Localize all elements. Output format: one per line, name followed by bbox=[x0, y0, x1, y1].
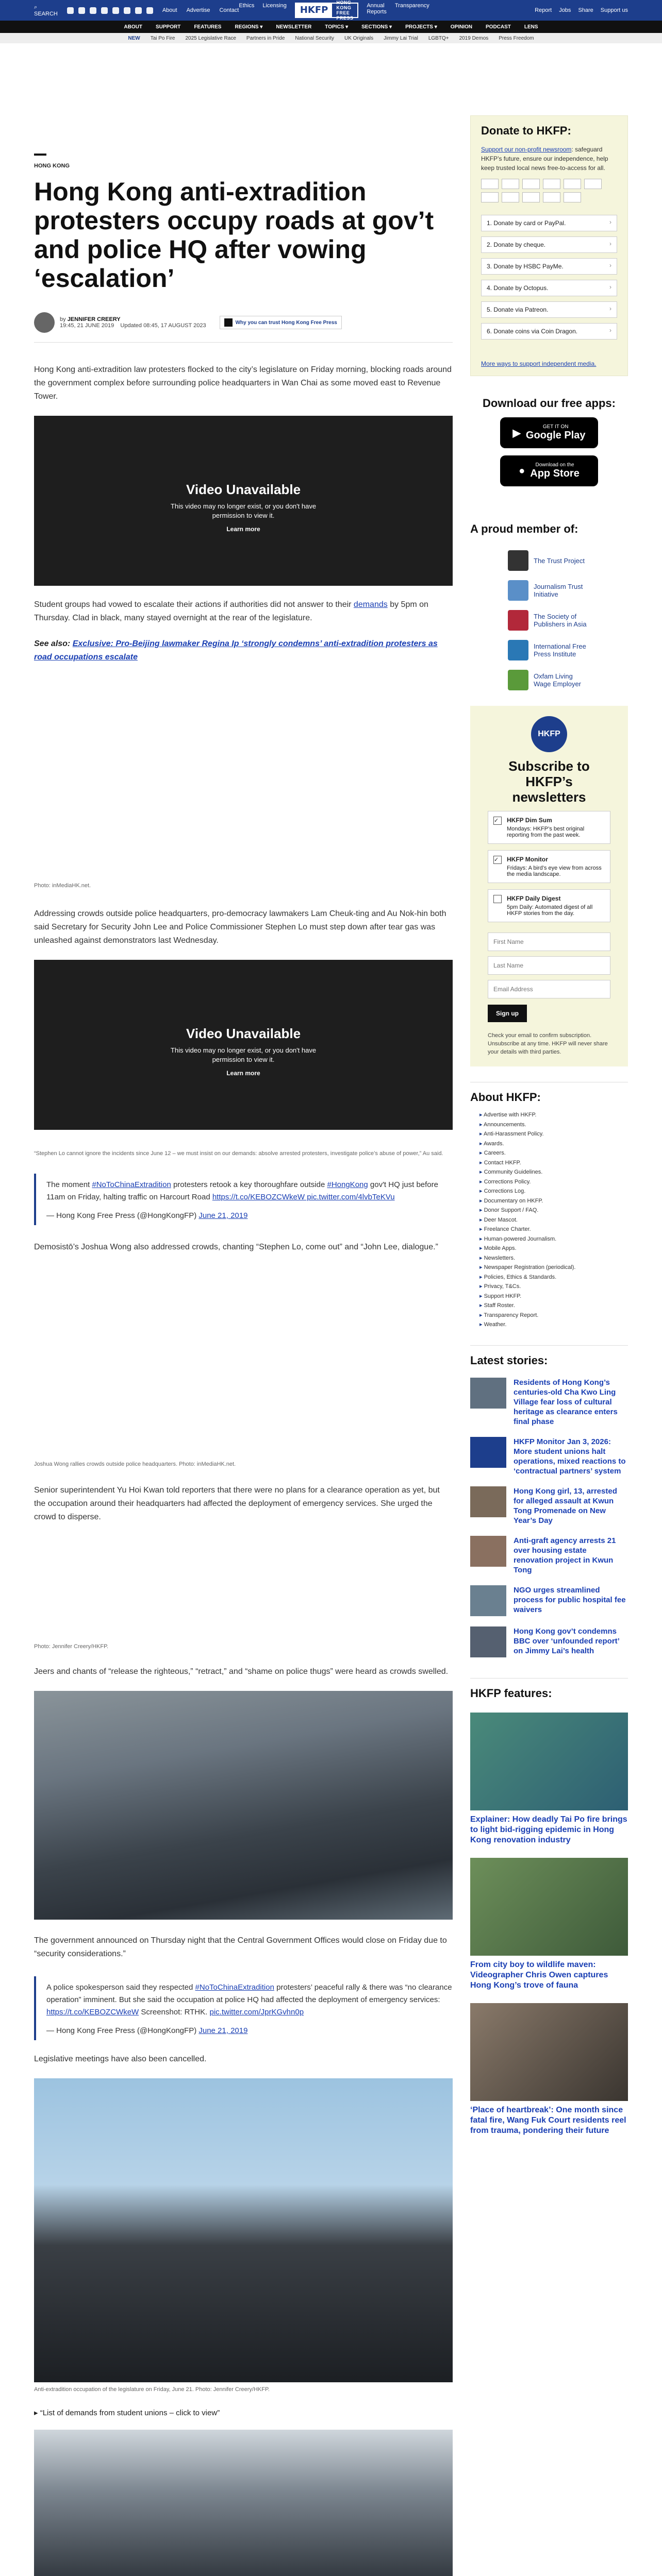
trust-badge-label: Why you can trust Hong Kong Free Press bbox=[235, 319, 337, 326]
facebook-icon[interactable] bbox=[78, 7, 85, 14]
kicker-rule bbox=[34, 154, 46, 156]
latest-story[interactable] bbox=[470, 1626, 628, 1657]
jti-icon bbox=[508, 580, 528, 601]
youtube-icon[interactable] bbox=[124, 7, 130, 14]
ipi-icon bbox=[508, 640, 528, 660]
app-store-button[interactable] bbox=[500, 455, 598, 486]
about-section bbox=[470, 1082, 628, 1330]
about-link[interactable]: ▸ Weather. bbox=[479, 1320, 628, 1330]
more-ways-link[interactable]: More ways to support independent media. bbox=[481, 360, 597, 367]
newsletter-name: HKFP Daily Digest bbox=[507, 895, 561, 902]
nav-projects[interactable]: PROJECTS ▾ bbox=[405, 24, 437, 30]
article-photo bbox=[34, 1266, 453, 1457]
top-bar bbox=[0, 0, 662, 21]
member-title: A proud member of: bbox=[470, 522, 578, 535]
hashtag-link[interactable]: #HongKong bbox=[327, 1180, 368, 1189]
photo-caption: Photo: Jennifer Creery/HKFP. bbox=[34, 1643, 109, 1650]
divider bbox=[34, 342, 453, 343]
newsletter-desc: 5pm Daily: Automated digest of all HKFP stories from the day. bbox=[507, 904, 593, 917]
donate-option[interactable]: 6. Donate coins via Coin Dragon. › bbox=[481, 323, 617, 340]
google-play-icon: ▶ bbox=[512, 427, 521, 439]
article-photo bbox=[34, 677, 453, 878]
sidebar bbox=[470, 43, 628, 2136]
video-message-2: permission to view it. bbox=[212, 512, 275, 519]
social-links bbox=[67, 7, 153, 14]
trending-item[interactable]: LGBTQ+ bbox=[428, 35, 449, 41]
demands-toggle[interactable]: ▸ “List of demands from student unions – click to view” bbox=[34, 2409, 220, 2417]
logo-text-line2: FREE PRESS bbox=[336, 10, 354, 21]
nav-topics[interactable]: TOPICS ▾ bbox=[325, 24, 349, 30]
about-link[interactable]: ▸ Anti-Harassment Policy. bbox=[479, 1129, 628, 1139]
email-field[interactable] bbox=[488, 980, 610, 998]
hashtag-link[interactable]: #NoToChinaExtradition bbox=[195, 1983, 274, 1992]
tweet-link[interactable]: https://t.co/KEBOZCWkeW bbox=[46, 2008, 139, 2016]
tweet-author: — Hong Kong Free Press (@HongKongFP) bbox=[46, 2026, 199, 2035]
video-message bbox=[34, 502, 453, 520]
newsletter-option[interactable] bbox=[488, 811, 610, 844]
member-name: International Free Press Institute bbox=[534, 642, 586, 658]
feature-title[interactable]: Explainer: How deadly Tai Po fire brings to light bid-rigging epidemic in Hong Kong renovation industry bbox=[470, 1815, 627, 1844]
trending-item[interactable]: Press Freedom bbox=[499, 35, 534, 41]
embedded-tweet[interactable] bbox=[34, 1174, 453, 1225]
donate-intro-text: : safeguard HKFP’s future, ensure our independence, help keep trusted local news free-to-access for all. bbox=[481, 146, 608, 172]
embedded-tweet[interactable] bbox=[34, 1976, 453, 2040]
trending-item[interactable]: National Security bbox=[295, 35, 334, 41]
trust-icon bbox=[224, 318, 233, 327]
about-list bbox=[470, 1110, 628, 1330]
about-link[interactable]: ▸ Privacy, T&Cs. bbox=[479, 1282, 628, 1292]
publish-date: 19:45, 21 JUNE 2019 bbox=[60, 323, 114, 329]
tweet-text: gov't HQ just before 11am on Friday, halting traffic on Harcourt Road bbox=[46, 1180, 438, 1201]
video-embed[interactable] bbox=[34, 960, 453, 1130]
see-also bbox=[34, 637, 453, 664]
feature-title[interactable]: ‘Place of heartbreak’: One month since fatal fire, Wang Fuk Court residents reel from trauma, pondering their future bbox=[470, 2105, 626, 2135]
tweet-text: protesters retook a key thoroughfare outside bbox=[171, 1180, 327, 1189]
trust-project-icon bbox=[508, 550, 528, 571]
payme-icon bbox=[502, 192, 519, 202]
top-link-ethics[interactable]: Ethics bbox=[239, 3, 255, 9]
about-link[interactable]: ▸ Policies, Ethics & Standards. bbox=[479, 1273, 628, 1282]
nav-sections[interactable]: SECTIONS ▾ bbox=[361, 24, 392, 30]
about-link[interactable]: ▸ Contact HKFP. bbox=[479, 1158, 628, 1168]
nav-regions[interactable]: REGIONS ▾ bbox=[235, 24, 263, 30]
top-bar-left bbox=[34, 4, 239, 17]
top-link-contact[interactable]: Contact bbox=[219, 7, 239, 13]
nav-lens[interactable]: LENS bbox=[524, 24, 538, 30]
newsletter-logo: HKFP bbox=[531, 716, 567, 752]
about-link[interactable]: ▸ Support HKFP. bbox=[479, 1292, 628, 1301]
latest-title: Latest stories: bbox=[470, 1345, 628, 1367]
article-photo bbox=[34, 2078, 453, 2382]
about-link[interactable]: ▸ Human-powered Journalism. bbox=[479, 1234, 628, 1244]
linkedin-icon[interactable] bbox=[112, 7, 119, 14]
about-link[interactable]: ▸ Freelance Charter. bbox=[479, 1225, 628, 1234]
first-name-field[interactable] bbox=[488, 933, 610, 951]
paragraph: Legislative meetings have also been cancelled. bbox=[34, 2055, 207, 2063]
see-also-label: See also: bbox=[34, 639, 71, 648]
article-photo bbox=[34, 2430, 453, 2576]
article-photo bbox=[34, 1536, 453, 1639]
paypal-icon bbox=[584, 179, 602, 189]
donate-option[interactable]: 2. Donate by cheque. › bbox=[481, 236, 617, 253]
tweet-source bbox=[46, 2025, 453, 2037]
trending-item[interactable]: Jimmy Lai Trial bbox=[384, 35, 418, 41]
newsletter-checkbox[interactable]: ✓ bbox=[493, 856, 502, 864]
tweet-text: protesters’ peaceful rally & there was “no clearance operation” imminent. But she said the occupation at police HQ had affected the deployment of emergency services: bbox=[46, 1983, 452, 2004]
apps-title: Download our free apps: bbox=[483, 397, 616, 410]
newsletter-option-text bbox=[507, 895, 605, 917]
top-link-transparency[interactable]: Transparency bbox=[394, 3, 429, 9]
story-thumbnail[interactable] bbox=[470, 1585, 506, 1616]
article-title: Hong Kong anti-extradition protesters occupy roads at gov’t and police HQ after vowing ‘escalation’ bbox=[34, 177, 434, 293]
latest-story[interactable] bbox=[470, 1437, 628, 1476]
newsletter-name: HKFP Dim Sum bbox=[507, 817, 552, 824]
cheque-icon bbox=[481, 192, 499, 202]
features-section bbox=[470, 1678, 628, 2136]
author-name[interactable]: JENNIFER CREERY bbox=[67, 316, 121, 323]
member-section bbox=[470, 522, 628, 690]
top-link-licensing[interactable]: Licensing bbox=[262, 3, 287, 9]
tweet-text: A police spokesperson said they respected bbox=[46, 1983, 195, 1992]
member-name: Oxfam Living Wage Employer bbox=[534, 672, 581, 688]
feature-image[interactable] bbox=[470, 1858, 628, 1956]
demands-link[interactable]: demands bbox=[353, 600, 388, 609]
signup-button[interactable]: Sign up bbox=[488, 1005, 527, 1022]
story-thumbnail[interactable] bbox=[470, 1378, 506, 1409]
feature-image[interactable] bbox=[470, 2003, 628, 2101]
amex-icon bbox=[522, 179, 540, 189]
paragraph: Jeers and chants of “release the righteous,” “retract,” and “shame on police thugs” were heard as crowds swelled. bbox=[34, 1667, 449, 1676]
latest-story[interactable] bbox=[470, 1585, 628, 1616]
video-message-2: permission to view it. bbox=[212, 1056, 275, 1063]
story-thumbnail[interactable] bbox=[470, 1626, 506, 1657]
tweet-source bbox=[46, 1210, 453, 1222]
visa-icon bbox=[481, 179, 499, 189]
about-link[interactable]: ▸ Corrections Policy. bbox=[479, 1177, 628, 1187]
threads-icon[interactable] bbox=[101, 7, 108, 14]
mail-icon[interactable] bbox=[135, 7, 142, 14]
newsletter-title: Subscribe to HKFP’s newsletters bbox=[508, 758, 590, 805]
latest-story[interactable] bbox=[470, 1536, 628, 1575]
instagram-icon[interactable] bbox=[90, 7, 96, 14]
patreon-icon bbox=[543, 192, 560, 202]
latest-story[interactable] bbox=[470, 1486, 628, 1526]
story-title[interactable]: Hong Kong girl, 13, arrested for alleged assault at Kwun Tong Promenade on New Year’s Day bbox=[514, 1486, 617, 1525]
story-thumbnail[interactable] bbox=[470, 1536, 506, 1567]
app-store-name: App Store bbox=[530, 468, 580, 479]
top-bar-right bbox=[429, 7, 628, 13]
google-play-small: GET IT ON bbox=[542, 424, 569, 430]
features-title: HKFP features: bbox=[470, 1678, 628, 1700]
article bbox=[34, 43, 453, 2576]
about-link[interactable]: ▸ Advertise with HKFP. bbox=[479, 1110, 628, 1120]
video-learn-more[interactable]: Learn more bbox=[226, 1070, 260, 1077]
coin-icon bbox=[564, 192, 581, 202]
site-logo[interactable] bbox=[295, 0, 359, 21]
jcb-icon bbox=[543, 179, 560, 189]
logo-text bbox=[332, 0, 357, 21]
newsletter-checkbox[interactable] bbox=[493, 895, 502, 903]
top-link-advertise[interactable]: Advertise bbox=[186, 7, 210, 13]
newsletter-option-text bbox=[507, 856, 605, 877]
nav-about[interactable]: ABOUT bbox=[124, 24, 142, 30]
trending-item[interactable]: 2025 Legislative Race bbox=[185, 35, 236, 41]
tweet-text: The moment bbox=[46, 1180, 92, 1189]
newsletter-box bbox=[470, 706, 628, 1066]
rss-icon[interactable] bbox=[146, 7, 153, 14]
paragraph: The government announced on Thursday night that the Central Government Offices would close on Friday due to “security considerations.” bbox=[34, 1936, 447, 1958]
article-photo bbox=[34, 1691, 453, 1920]
story-thumbnail[interactable] bbox=[470, 1486, 506, 1517]
sopa-icon bbox=[508, 610, 528, 631]
donate-intro bbox=[481, 145, 617, 173]
about-link[interactable]: ▸ Awards. bbox=[479, 1139, 628, 1149]
donate-intro-link[interactable]: Support our non-profit newsroom bbox=[481, 146, 572, 153]
about-link[interactable]: ▸ Mobile Apps. bbox=[479, 1244, 628, 1253]
feature-title[interactable]: From city boy to wildlife maven: Videographer Chris Owen captures Hong Kong’s trove of fauna bbox=[470, 1960, 608, 1990]
search-label: SEARCH bbox=[34, 10, 58, 17]
app-store-small: Download on the bbox=[535, 462, 574, 468]
trending-item[interactable]: UK Originals bbox=[344, 35, 374, 41]
top-link-report[interactable]: Report bbox=[535, 7, 552, 13]
logo-text-line1: HONG KONG bbox=[336, 0, 352, 10]
story-title[interactable]: NGO urges streamlined process for public hospital fee waivers bbox=[514, 1585, 626, 1614]
top-link-annual-reports[interactable]: Annual Reports bbox=[367, 3, 387, 15]
video-learn-more[interactable]: Learn more bbox=[226, 526, 260, 533]
search-button[interactable]: ⌕ SEARCH bbox=[34, 4, 58, 17]
photo-caption: Photo: inMediaHK.net. bbox=[34, 883, 91, 889]
trending-item[interactable]: Partners in Pride bbox=[246, 35, 285, 41]
google-play-button[interactable] bbox=[500, 417, 598, 448]
member-logo[interactable] bbox=[470, 610, 628, 631]
about-link[interactable]: ▸ Deer Mascot. bbox=[479, 1215, 628, 1225]
about-link[interactable]: ▸ Announcements. bbox=[479, 1120, 628, 1130]
nav-opinion[interactable]: OPINION bbox=[450, 24, 472, 30]
author-prefix: by bbox=[60, 316, 66, 323]
app-store-label bbox=[530, 462, 580, 480]
updated-date: Updated 08:45, 17 AUGUST 2023 bbox=[120, 323, 206, 329]
newsletter-name: HKFP Monitor bbox=[507, 856, 548, 863]
apps-section bbox=[470, 397, 628, 486]
member-logo[interactable] bbox=[470, 640, 628, 660]
newsletter-note: Check your email to confirm subscription. Unsubscribe at any time. HKFP will never share your details with third parties. bbox=[488, 1032, 608, 1055]
member-name: The Society of Publishers in Asia bbox=[534, 613, 587, 628]
tweet-date[interactable]: June 21, 2019 bbox=[198, 1211, 248, 1220]
byline bbox=[34, 312, 453, 333]
article-kicker[interactable]: HONG KONG bbox=[34, 163, 70, 169]
video-message-1: This video may no longer exist, or you don't have bbox=[170, 1046, 317, 1054]
story-title[interactable]: Residents of Hong Kong’s centuries-old Cha Kwo Ling Village fear loss of cultural heritage as clearance enters final phase bbox=[514, 1378, 618, 1426]
donate-option[interactable]: 4. Donate by Octopus. › bbox=[481, 280, 617, 296]
paragraph: Demosistō’s Joshua Wong also addressed crowds, chanting “Stephen Lo, come out” and “John Lee, dialogue.” bbox=[34, 1243, 438, 1251]
see-also-link[interactable]: Exclusive: Pro-Beijing lawmaker Regina Ip ‘strongly condemns’ anti-extradition protesters as road occupations escalate bbox=[34, 639, 438, 662]
member-logo[interactable] bbox=[470, 580, 628, 601]
latest-section bbox=[470, 1345, 628, 1657]
main-nav bbox=[0, 21, 662, 33]
photo-caption: Anti-extradition occupation of the legislature on Friday, June 21. Photo: Jennifer Creery/HKFP. bbox=[34, 2386, 270, 2393]
paragraph: Addressing crowds outside police headquarters, pro-democracy lawmakers Lam Cheuk-ting and Au Nok-hin both said Secretary for Security John Lee and Police Commissioner Stephen Lo must step down after tear gas was unleashed against demonstrators last Wednesday. bbox=[34, 909, 446, 945]
paragraph bbox=[34, 598, 453, 625]
tweet-link[interactable]: https://t.co/KEBOZCWkeW pic.twitter.com/4lvbTeKVu bbox=[212, 1193, 395, 1201]
newsletter-desc: Fridays: A bird’s eye view from across the media landscape. bbox=[507, 865, 602, 877]
member-logo[interactable] bbox=[470, 670, 628, 690]
photo-caption: Joshua Wong rallies crowds outside police headquarters. Photo: inMediaHK.net. bbox=[34, 1461, 236, 1467]
video-embed[interactable] bbox=[34, 416, 453, 586]
feature-image[interactable] bbox=[470, 1713, 628, 1810]
paragraph: Hong Kong anti-extradition law protesters flocked to the city’s legislature on Friday morning, blocking roads around the government complex before surrounding police headquarters in Wan Chai as some moved east to Revenue Tower. bbox=[34, 365, 452, 401]
trending-bar bbox=[0, 33, 662, 43]
about-link[interactable]: ▸ Community Guidelines. bbox=[479, 1167, 628, 1177]
donate-box bbox=[470, 115, 628, 376]
feature-card[interactable] bbox=[470, 1713, 628, 1845]
tweet-pic-link[interactable]: pic.twitter.com/JprKGvhn0p bbox=[209, 2008, 304, 2016]
oxfam-icon bbox=[508, 670, 528, 690]
octopus-icon bbox=[522, 192, 540, 202]
nav-support[interactable]: SUPPORT bbox=[155, 24, 181, 30]
google-play-label bbox=[526, 424, 586, 442]
payment-methods bbox=[481, 179, 617, 202]
top-bar-center bbox=[239, 0, 429, 21]
tweet-author: — Hong Kong Free Press (@HongKongFP) bbox=[46, 1211, 199, 1220]
author-avatar bbox=[34, 312, 55, 333]
about-link[interactable]: ▸ Corrections Log. bbox=[479, 1187, 628, 1196]
paragraph: Senior superintendent Yu Hoi Kwan told reporters that there were no plans for a clearance operation as yet, but the occupation around their headquarters had affected the deployment of emergency services. She urged the crowd to disperse. bbox=[34, 1486, 440, 1521]
newsletter-option[interactable] bbox=[488, 850, 610, 883]
top-link-share[interactable]: Share bbox=[578, 7, 593, 13]
newsletter-desc: Mondays: HKFP’s best original reporting from the past week. bbox=[507, 826, 585, 838]
about-link[interactable]: ▸ Donor Support / FAQ. bbox=[479, 1206, 628, 1215]
paragraph-text: by 5pm on Thursday. Clad in black, many stayed overnight at the rear of the legislature. bbox=[34, 600, 428, 622]
latest-story[interactable] bbox=[470, 1378, 628, 1427]
about-link[interactable]: ▸ Newsletters. bbox=[479, 1253, 628, 1263]
new-label: NEW bbox=[128, 35, 140, 41]
nav-podcast[interactable]: PODCAST bbox=[486, 24, 511, 30]
hashtag-link[interactable]: #NoToChinaExtradition bbox=[92, 1180, 171, 1189]
mastercard-icon bbox=[502, 179, 519, 189]
twitter-icon[interactable] bbox=[67, 7, 74, 14]
member-name: Journalism Trust Initiative bbox=[534, 583, 583, 598]
newsletter-checkbox[interactable]: ✓ bbox=[493, 817, 502, 825]
tweet-date[interactable]: June 21, 2019 bbox=[198, 2026, 248, 2035]
about-link[interactable]: ▸ Documentary on HKFP. bbox=[479, 1196, 628, 1206]
top-link-jobs[interactable]: Jobs bbox=[559, 7, 571, 13]
unionpay-icon bbox=[564, 179, 581, 189]
nav-newsletter[interactable]: NEWSLETTER bbox=[276, 24, 312, 30]
paragraph-text: Student groups had vowed to escalate their actions if authorities did not answer to their bbox=[34, 600, 354, 609]
video-title: Video Unavailable bbox=[186, 1026, 301, 1041]
story-title[interactable]: Hong Kong gov’t condemns BBC over ‘unfounded report’ on Jimmy Lai’s health bbox=[514, 1626, 620, 1655]
about-link[interactable]: ▸ Careers. bbox=[479, 1148, 628, 1158]
story-thumbnail[interactable] bbox=[470, 1437, 506, 1468]
about-title: About HKFP: bbox=[470, 1082, 628, 1104]
donate-option[interactable]: 1. Donate by card or PayPal. › bbox=[481, 215, 617, 231]
trust-badge[interactable] bbox=[220, 316, 342, 329]
donate-title: Donate to HKFP: bbox=[481, 124, 571, 137]
tweet-text: Screenshot: RTHK. bbox=[139, 2008, 210, 2016]
donate-option[interactable]: 3. Donate by HSBC PayMe. › bbox=[481, 258, 617, 275]
about-link[interactable]: ▸ Newspaper Registration (periodical). bbox=[479, 1263, 628, 1273]
feature-card[interactable] bbox=[470, 2003, 628, 2136]
feature-card[interactable] bbox=[470, 1858, 628, 1991]
video-title: Video Unavailable bbox=[186, 482, 301, 497]
last-name-field[interactable] bbox=[488, 956, 610, 975]
trending-item[interactable]: Tai Po Fire bbox=[150, 35, 175, 41]
top-link-support-us[interactable]: Support us bbox=[600, 7, 628, 13]
story-title[interactable]: Anti-graft agency arrests 21 over housing estate renovation project in Kwun Tong bbox=[514, 1536, 616, 1574]
newsletter-option-text bbox=[507, 817, 605, 838]
google-play-name: Google Play bbox=[525, 430, 586, 441]
video-message-1: This video may no longer exist, or you don't have bbox=[170, 502, 317, 510]
top-link-about[interactable]: About bbox=[162, 7, 177, 13]
about-link[interactable]: ▸ Transparency Report. bbox=[479, 1311, 628, 1320]
newsletter-option[interactable] bbox=[488, 889, 610, 922]
logo-mark: HKFP bbox=[296, 4, 333, 17]
nav-features[interactable]: FEATURES bbox=[194, 24, 222, 30]
about-link[interactable]: ▸ Staff Roster. bbox=[479, 1301, 628, 1311]
byline-text bbox=[60, 316, 206, 329]
apple-icon: ● bbox=[519, 465, 525, 477]
donate-option[interactable]: 5. Donate via Patreon. › bbox=[481, 301, 617, 318]
video-caption: “Stephen Lo cannot ignore the incidents since June 12 – we must insist on our demands: absolve arrested protesters, investigate police’s abuse of power,” Au said. bbox=[34, 1150, 443, 1157]
member-name: The Trust Project bbox=[534, 556, 585, 565]
video-message bbox=[34, 1046, 453, 1064]
story-title[interactable]: HKFP Monitor Jan 3, 2026: More student unions halt operations, mixed reactions to ‘contractual partners’ system bbox=[514, 1437, 626, 1476]
trending-item[interactable]: 2019 Demos bbox=[459, 35, 489, 41]
member-logo[interactable] bbox=[470, 550, 628, 571]
